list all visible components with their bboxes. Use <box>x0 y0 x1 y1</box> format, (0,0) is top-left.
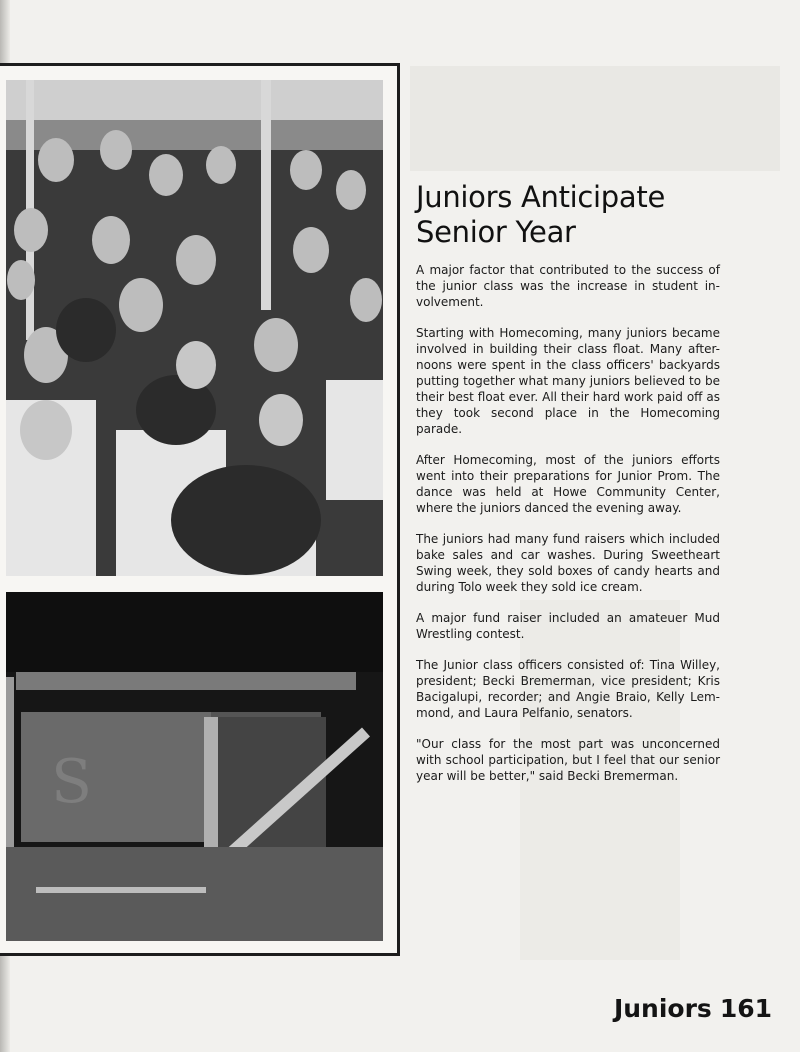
paragraph: The juniors had many fund raisers which included bake sales and car washes. During Sweetheart Swing week, they sold boxes of candy hearts and during Tolo week they sold ice cream. <box>416 532 720 594</box>
crowd-photo-image <box>6 80 383 576</box>
paragraph: A major factor that contributed to the success of the junior class was the increase in student in-volvement. <box>416 263 720 309</box>
float-photo <box>6 592 383 941</box>
page-folio <box>600 994 772 1023</box>
article <box>416 180 720 799</box>
paragraph: Starting with Homecoming, many juniors became involved in building their class float. Many after-noons were spent in the class officers' backyards putting together what many juniors believed to be their best float ever. All their hard work paid off as they took second place in the Homecoming parade. <box>416 326 720 436</box>
crowd-photo <box>6 80 383 576</box>
show-through-area <box>410 66 780 171</box>
paragraph: "Our class for the most part was unconcerned with school participation, but I feel that our senior year will be better," said Becki Bremerman. <box>416 737 720 783</box>
folio-section: Juniors <box>613 994 712 1023</box>
photo-frame <box>0 63 400 956</box>
paragraph: A major fund raiser included an amateuer Mud Wrestling contest. <box>416 611 720 641</box>
headline-line-2: Senior Year <box>416 215 576 249</box>
svg-text:S: S <box>51 747 93 817</box>
folio-page-number: 161 <box>719 994 772 1023</box>
float-photo-image <box>6 592 383 941</box>
paragraph: The Junior class officers consisted of: Tina Willey, president; Becki Bremerman, vice president; Kris Bacigalupi, recorder; and Angie Braio, Kelly Lem-mond, and Laura Pelfanio, senators. <box>416 658 720 720</box>
article-headline <box>416 180 720 250</box>
paragraph: After Homecoming, most of the juniors efforts went into their preparations for Junior Prom. The dance was held at Howe Community Center, where the juniors danced the evening away. <box>416 453 720 515</box>
headline-line-1: Juniors Anticipate <box>416 180 666 214</box>
